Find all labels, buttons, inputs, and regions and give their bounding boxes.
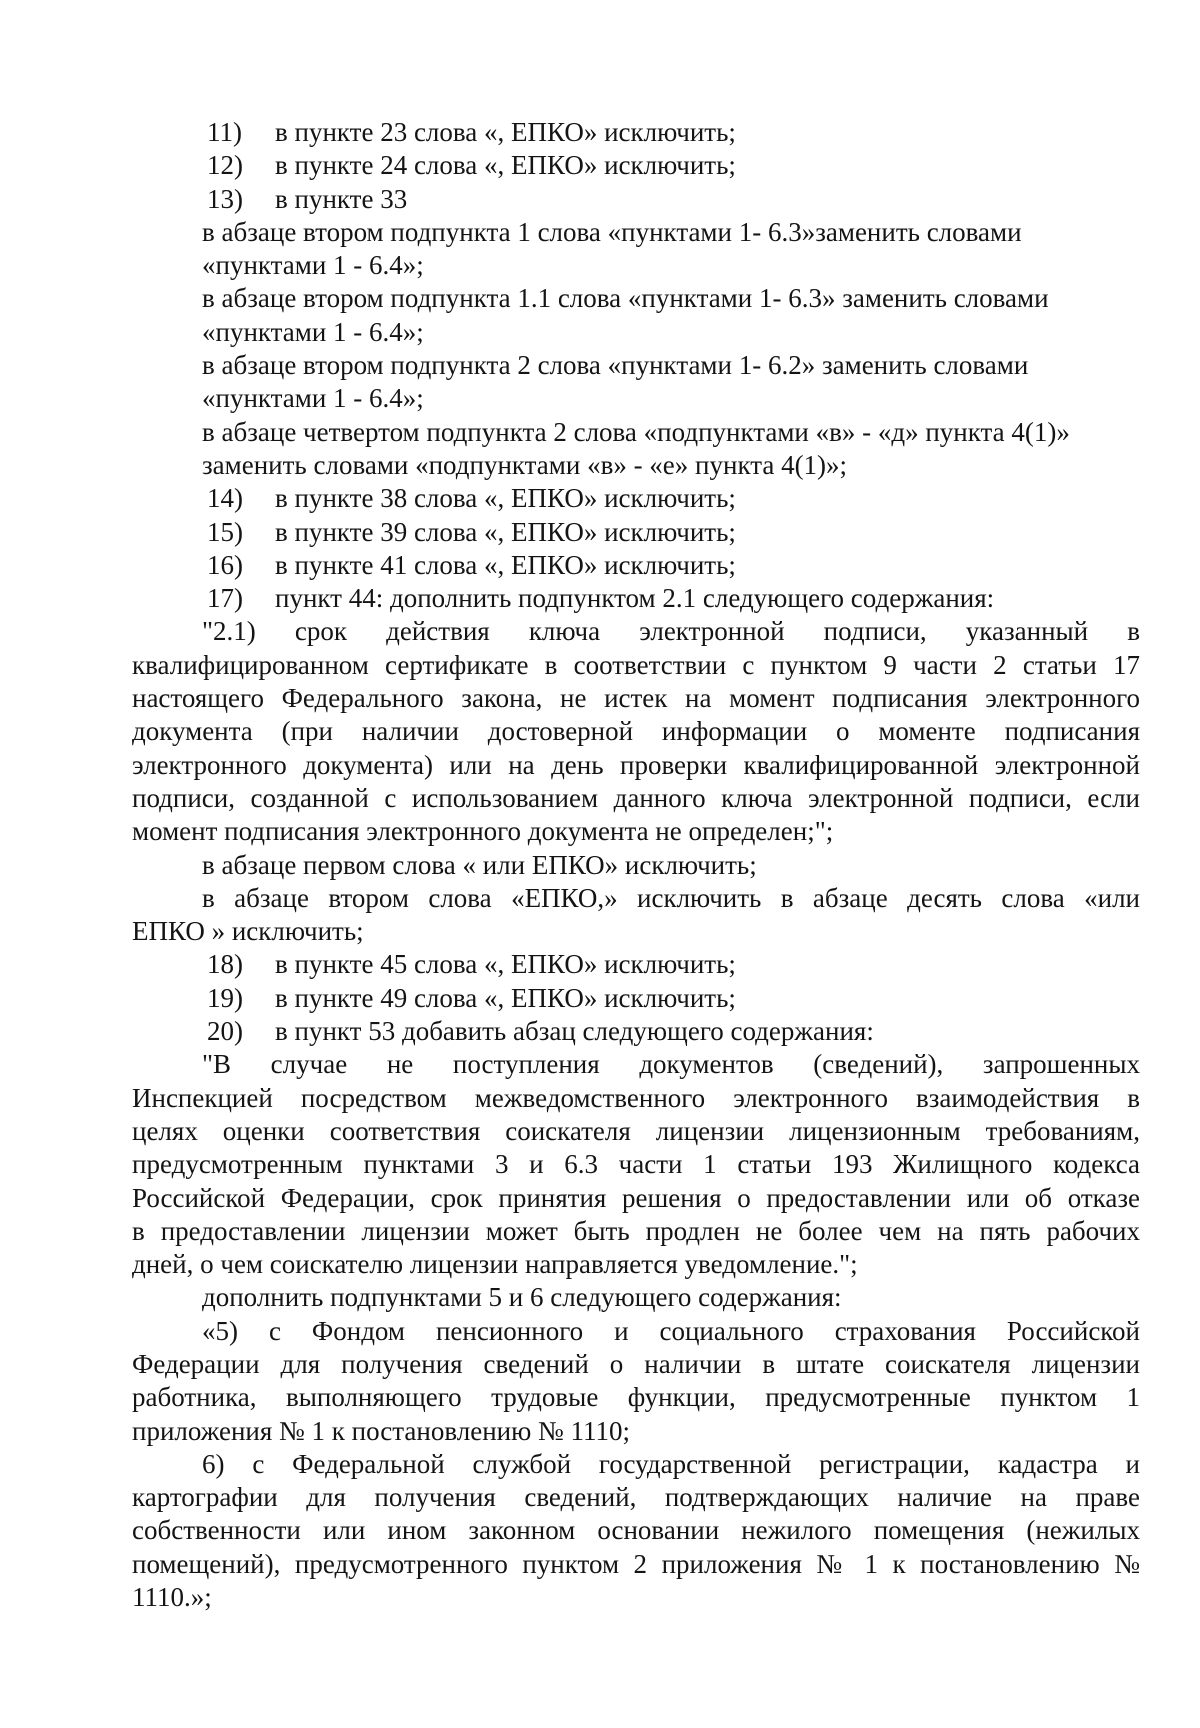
item-number: 12)	[207, 150, 243, 181]
paragraph-53-line: предусмотренным пунктами 3 и 6.3 части 1 статьи 193 Жилищного кодекса	[132, 1149, 1140, 1180]
list-item-17	[132, 582, 1140, 615]
paragraph-53-line: "В случае не поступления документов (сведений), запрошенных	[202, 1049, 1140, 1080]
list-item-13	[132, 183, 1140, 216]
subitem-5-line: приложения № 1 к постановлению № 1110;	[132, 1415, 631, 1446]
subitem-6-line: собственности или ином законном основании нежилого помещения (нежилых	[132, 1515, 1140, 1546]
paragraph-2-1-line: настоящего Федерального закона, не истек на момент подписания электронного	[132, 683, 1140, 714]
paragraph-53-line: целях оценки соответствия соискателя лицензии лицензионным требованиям,	[132, 1115, 1140, 1146]
item13-line: в абзаце четвертом подпункта 2 слова «подпунктами «в» - «д» пункта 4(1)»	[202, 416, 1070, 447]
list-item-14	[132, 482, 1140, 515]
list-item-16	[132, 549, 1140, 582]
item13-line: в абзаце втором подпункта 2 слова «пунктами 1- 6.2» заменить словами	[202, 350, 1029, 381]
paragraph-53-line: дней, о чем соискателю лицензии направляется уведомление.";	[132, 1249, 858, 1280]
item13-line: «пунктами 1 - 6.4»;	[202, 383, 424, 414]
item-text: в пункте 45 слова «, ЕПКО» исключить;	[275, 949, 736, 980]
item-text: в пункте 33	[275, 183, 408, 214]
item-number: 13)	[207, 183, 243, 214]
item-text: пункт 44: дополнить подпунктом 2.1 следующего содержания:	[275, 583, 995, 614]
subitem-6-line: 6) с Федеральной службой государственной регистрации, кадастра и	[202, 1448, 1140, 1479]
item-number: 20)	[207, 1016, 243, 1047]
subitem-5-line: работника, выполняющего трудовые функции, предусмотренные пунктом 1	[132, 1382, 1140, 1413]
paragraph-2-1-line: квалифицированном сертификате в соответствии с пунктом 9 части 2 статьи 17	[132, 649, 1140, 680]
item-text: в пункте 38 слова «, ЕПКО» исключить;	[275, 483, 736, 514]
add-subitems-line: дополнить подпунктами 5 и 6 следующего содержания:	[202, 1282, 842, 1313]
paragraph-53-line: в предоставлении лицензии может быть продлен не более чем на пять рабочих	[132, 1215, 1140, 1246]
item-text: в пункте 23 слова «, ЕПКО» исключить;	[275, 117, 736, 147]
item-number: 18)	[207, 949, 243, 980]
paragraph-2-1-line: "2.1) срок действия ключа электронной подписи, указанный в	[202, 616, 1140, 647]
subitem-6-line: помещений), предусмотренного пунктом 2 приложения № 1 к постановлению №	[132, 1548, 1140, 1579]
item13-line: заменить словами «подпунктами «в» - «е» пункта 4(1)»;	[202, 449, 848, 480]
subitem-6-line: 1110.»;	[132, 1582, 212, 1613]
list-item-18	[132, 948, 1140, 981]
item-number: 14)	[207, 483, 243, 514]
item-number: 19)	[207, 982, 243, 1013]
paragraph-2-1-line: документа (при наличии достоверной информации о моменте подписания	[132, 716, 1140, 747]
item13-line: в абзаце втором подпункта 1 слова «пунктами 1- 6.3»заменить словами	[202, 216, 1022, 247]
item-number: 17)	[207, 583, 243, 614]
item-text: в пункте 49 слова «, ЕПКО» исключить;	[275, 982, 736, 1013]
item-number: 16)	[207, 549, 243, 580]
subitem-5-line: «5) с Фондом пенсионного и социального страхования Российской	[202, 1315, 1140, 1346]
list-item-11	[132, 116, 1140, 149]
abzac-second-line: в абзаце втором слова «ЕПКО,» исключить в абзаце десять слова «или	[202, 882, 1140, 913]
item-text: в пункт 53 добавить абзац следующего содержания:	[275, 1016, 874, 1047]
abzac-first-line: в абзаце первом слова « или ЕПКО» исключить;	[202, 849, 757, 880]
item-text: в пункте 39 слова «, ЕПКО» исключить;	[275, 516, 736, 547]
paragraph-2-1-line: момент подписания электронного документа не определен;";	[132, 816, 834, 847]
item-text: в пункте 41 слова «, ЕПКО» исключить;	[275, 549, 736, 580]
paragraph-53-line: Российской Федерации, срок принятия решения о предоставлении или об отказе	[132, 1182, 1140, 1213]
document-page	[132, 116, 1140, 1614]
list-item-19	[132, 982, 1140, 1015]
abzac-second-line: ЕПКО » исключить;	[132, 916, 364, 947]
list-item-20	[132, 1015, 1140, 1048]
list-item-12	[132, 149, 1140, 182]
list-item-15	[132, 516, 1140, 549]
subitem-6-line: картографии для получения сведений, подтверждающих наличие на праве	[132, 1482, 1140, 1513]
item-number: 15)	[207, 516, 243, 547]
item13-line: в абзаце втором подпункта 1.1 слова «пунктами 1- 6.3» заменить словами	[202, 283, 1049, 314]
paragraph-53-line: Инспекцией посредством межведомственного электронного взаимодействия в	[132, 1082, 1140, 1113]
paragraph-2-1-line: подписи, созданной с использованием данного ключа электронной подписи, если	[132, 782, 1140, 813]
item-text: в пункте 24 слова «, ЕПКО» исключить;	[275, 150, 736, 181]
item-number: 11)	[207, 117, 242, 147]
item13-line: «пунктами 1 - 6.4»;	[202, 250, 424, 281]
item13-line: «пунктами 1 - 6.4»;	[202, 316, 424, 347]
paragraph-2-1-line: электронного документа) или на день проверки квалифицированной электронной	[132, 749, 1140, 780]
subitem-5-line: Федерации для получения сведений о наличии в штате соискателя лицензии	[132, 1348, 1140, 1379]
